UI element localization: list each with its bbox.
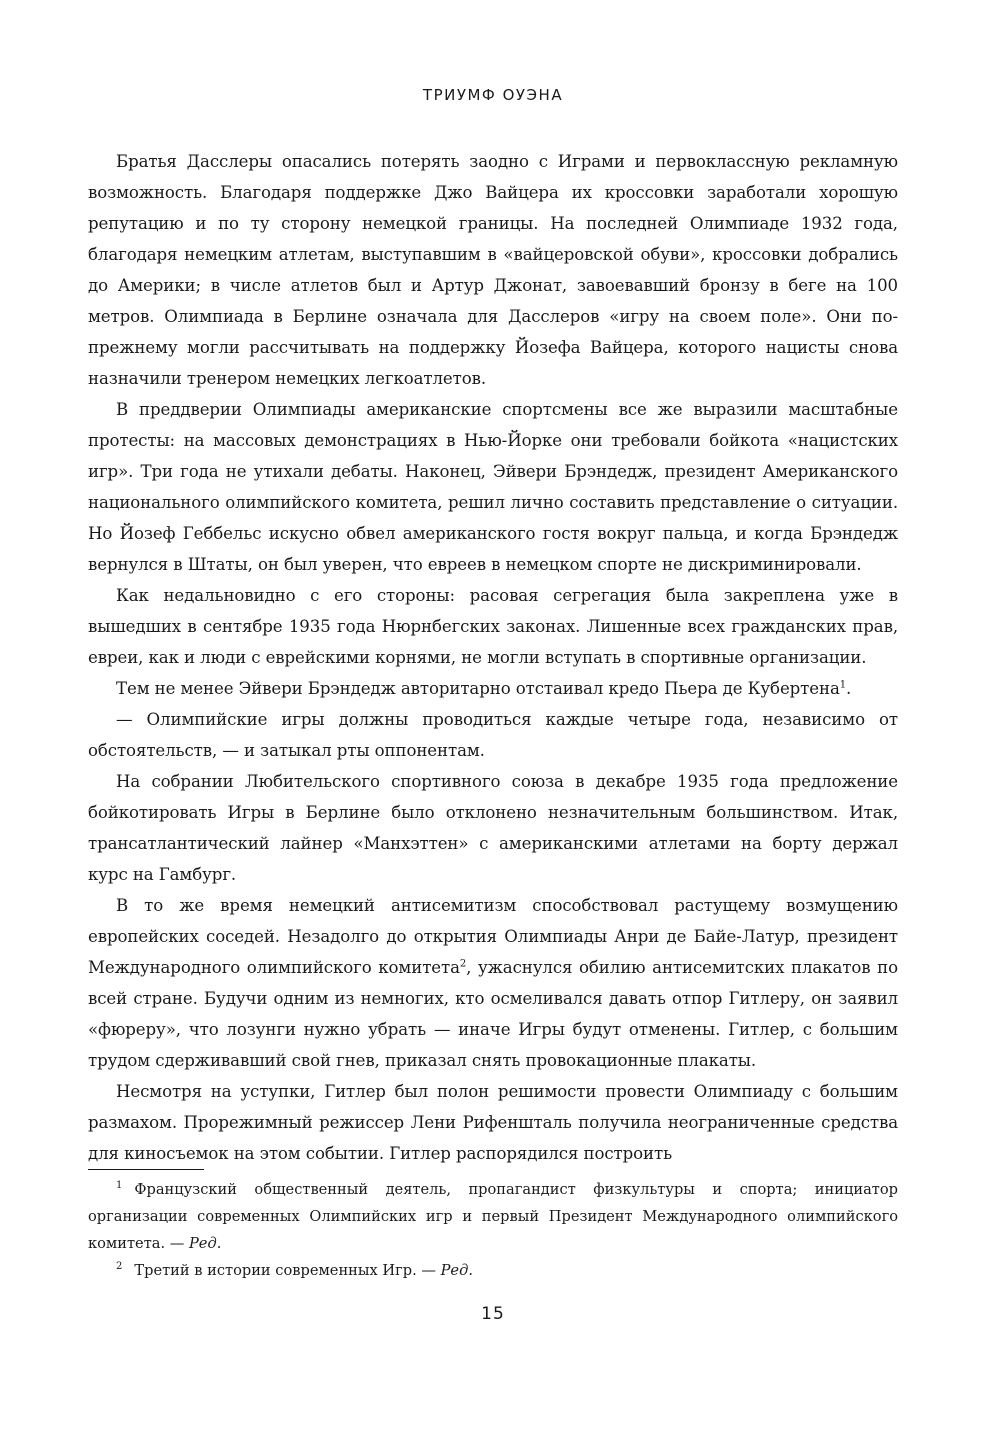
body-text — [88, 146, 898, 1169]
paragraph-6: На собрании Любительского спортивного союза в декабре 1935 года предложение бойкотировать Игры в Берлине было отклонено незначительным большинством. Итак, трансатлантический лайнер «Манхэттен» с американскими атлетами на борту держал курс на Гамбург. — [88, 772, 898, 884]
footnote-ref-1[interactable]: 1 — [839, 679, 847, 691]
footnote-divider — [88, 1169, 204, 1170]
running-head: ТРИУМФ ОУЭНА — [422, 86, 564, 104]
footnote-2: $^2$ Третий в истории современных Игр. — Ред. — [116, 1261, 473, 1279]
book-page — [88, 0, 898, 1447]
footnote-mark-1: 1 — [116, 1180, 123, 1192]
paragraph-2: В преддверии Олимпиады американские спортсмены все же выразили масштабные протесты: на массовых демонстрациях в Нью-Йорке они требовали бойкота «нацистских игр». Три года не утихали дебаты. Наконец, Эйвери Брэндедж, президент Американского национального олимпийского комитета, решил лично составить представление о ситуации. Но Йозеф Геббельс искусно обвел американского гостя вокруг пальца, и когда Брэндедж вернулся в Штаты, он был уверен, что евреев в немецком спорте не дискриминировали. — [88, 400, 898, 574]
paragraph-3: Как недальновидно с его стороны: расовая сегрегация была закреплена уже в вышедших в сентябре 1935 года Нюрнбегских законах. Лишенные всех гражданских прав, евреи, как и люди с еврейскими корнями, не могли вступать в спортивные организации. — [88, 586, 898, 667]
paragraph-1: Братья Дасслеры опасались потерять заодно с Играми и первоклассную рекламную возможность. Благодаря поддержке Джо Вайцера их кроссовки заработали хорошую репутацию и по ту сторону немецкой границы. На последней Олимпиаде 1932 года, благодаря немецким атлетам, выступавшим в «вайцеровской обуви», кроссовки добрались до Америки; в числе атлетов был и Артур Джонат, завоевавший бронзу в беге на 100 метров. Олимпиада в Берлине означала для Дасслеров «игру на своем поле». Они по-прежнему могли рассчитывать на поддержку Йозефа Вайцера, которого нацисты снова назначили тренером немецких легкоатлетов. — [88, 152, 898, 388]
footnotes — [88, 1176, 898, 1284]
paragraph-7: В то же время немецкий антисемитизм способствовал растущему возмущению европейских соседей. Незадолго до открытия Олимпиады Анри де Байе-Латур, президент Международного олимпийского комитета$^2$, ужаснулся обилию антисемитских плакатов по всей стране. Будучи одним из немногих, кто осмеливался давать отпор Гитлеру, он заявил «фюреру», что лозунги нужно убрать — иначе Игры будут отменены. Гитлер, с большим трудом сдерживавший свой гнев, приказал снять провокационные плакаты. — [88, 896, 898, 1070]
paragraph-8: Несмотря на уступки, Гитлер был полон решимости провести Олимпиаду с большим размахом. Прорежимный режиссер Лени Рифеншталь получила неограниченные средства для киносъемок на этом событии. Гитлер распорядился построить — [88, 1082, 898, 1163]
footnote-mark-2: 2 — [116, 1261, 123, 1273]
paragraph-5: — Олимпийские игры должны проводиться каждые четыре года, независимо от обстоятельств, — и затыкал рты оппонентам. — [88, 710, 898, 760]
footnote-1: $^1$ Французский общественный деятель, пропагандист физкультуры и спорта; инициатор организации современных Олимпийских игр и первый Президент Международного олимпийского комитета. — Ред. — [88, 1180, 898, 1252]
paragraph-4: Тем не менее Эйвери Брэндедж авторитарно отстаивал кредо Пьера де Кубертена$^1$. — [116, 679, 852, 698]
page-number: 15 — [481, 1304, 505, 1324]
footnote-ref-2[interactable]: 2 — [459, 958, 467, 970]
